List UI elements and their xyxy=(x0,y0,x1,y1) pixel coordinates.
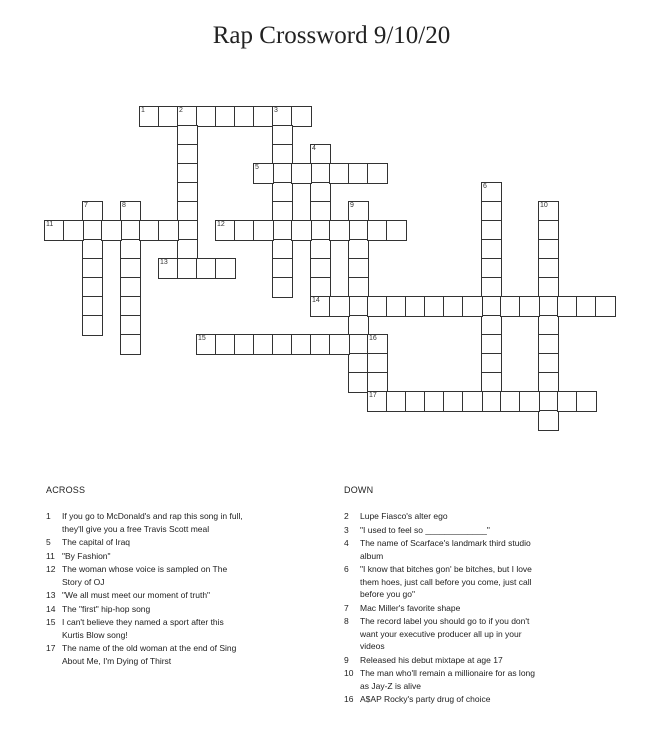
grid-cell[interactable] xyxy=(348,201,369,222)
clue-text: "I used to feel so _____________" xyxy=(360,524,490,535)
across-clue xyxy=(46,510,246,535)
grid-cell[interactable] xyxy=(329,163,350,184)
clue-text: I can't believe they named a sport after this Kurtis Blow song! xyxy=(62,617,224,640)
grid-cell[interactable] xyxy=(196,106,217,127)
grid-cell[interactable] xyxy=(291,334,312,355)
grid-cell[interactable] xyxy=(462,296,483,317)
grid-cell[interactable] xyxy=(424,391,445,412)
grid-cell[interactable] xyxy=(82,296,103,317)
grid-cell[interactable] xyxy=(329,296,350,317)
grid-cell[interactable] xyxy=(481,334,502,355)
clue-number: 15 xyxy=(46,617,56,627)
down-clue xyxy=(344,563,544,601)
grid-cell[interactable] xyxy=(139,220,160,241)
down-clue xyxy=(344,524,544,537)
grid-cell[interactable] xyxy=(82,258,103,279)
grid-cell[interactable] xyxy=(177,182,198,203)
clue-number: 16 xyxy=(344,694,354,704)
grid-cell[interactable] xyxy=(120,239,141,260)
grid-cell[interactable] xyxy=(481,201,502,222)
grid-cell[interactable] xyxy=(101,220,122,241)
grid-cell[interactable] xyxy=(272,163,293,184)
grid-cell[interactable] xyxy=(538,296,559,317)
grid-cell[interactable] xyxy=(576,296,597,317)
grid-cell[interactable] xyxy=(310,239,331,260)
grid-cell[interactable] xyxy=(310,144,331,165)
grid-cell[interactable] xyxy=(538,334,559,355)
clue-text: "By Fashion" xyxy=(62,550,111,561)
grid-cell[interactable] xyxy=(462,391,483,412)
clue-text: The record label you should go to if you don't want your executive producer all up in your videos xyxy=(360,616,530,651)
down-clue xyxy=(344,510,544,523)
down-clue xyxy=(344,615,544,653)
cell-number: 11 xyxy=(46,221,54,228)
cell-number: 17 xyxy=(369,392,377,399)
cell-number: 8 xyxy=(122,202,126,209)
grid-cell[interactable] xyxy=(367,296,388,317)
grid-cell[interactable] xyxy=(272,106,293,127)
grid-cell[interactable] xyxy=(367,220,388,241)
grid-cell[interactable] xyxy=(500,296,521,317)
clue-number: 1 xyxy=(46,511,51,521)
clue-text: Released his debut mixtape at age 17 xyxy=(360,654,503,665)
grid-cell[interactable] xyxy=(538,315,559,336)
across-clue xyxy=(46,536,246,549)
down-clue xyxy=(344,654,544,667)
grid-cell[interactable] xyxy=(557,391,578,412)
grid-cell[interactable] xyxy=(272,239,293,260)
grid-cell[interactable] xyxy=(348,372,369,393)
grid-cell[interactable] xyxy=(367,334,388,355)
clue-number: 11 xyxy=(46,550,55,561)
down-clue xyxy=(344,667,544,692)
grid-cell[interactable] xyxy=(348,239,369,260)
grid-cell[interactable] xyxy=(538,277,559,298)
across-clue xyxy=(46,616,246,641)
grid-cell[interactable] xyxy=(519,296,540,317)
clue-text: The name of Scarface's landmark third studio album xyxy=(360,538,531,561)
grid-cell[interactable] xyxy=(63,220,84,241)
grid-cell[interactable] xyxy=(481,391,502,412)
grid-cell[interactable] xyxy=(196,258,217,279)
clue-number: 9 xyxy=(344,654,349,665)
grid-cell[interactable] xyxy=(139,106,160,127)
grid-cell[interactable] xyxy=(538,410,559,431)
grid-cell[interactable] xyxy=(481,353,502,374)
grid-cell[interactable] xyxy=(177,106,198,127)
grid-cell[interactable] xyxy=(82,277,103,298)
clue-number: 7 xyxy=(344,602,349,613)
clue-number: 2 xyxy=(344,511,349,521)
grid-cell[interactable] xyxy=(538,353,559,374)
grid-cell[interactable] xyxy=(443,296,464,317)
grid-cell[interactable] xyxy=(272,277,293,298)
grid-cell[interactable] xyxy=(348,163,369,184)
clue-text: The name of the old woman at the end of Sing About Me, I'm Dying of Thirst xyxy=(62,643,237,666)
grid-cell[interactable] xyxy=(348,220,369,241)
clue-number: 14 xyxy=(46,603,56,614)
across-clue xyxy=(46,550,246,563)
grid-cell[interactable] xyxy=(310,258,331,279)
grid-cell[interactable] xyxy=(538,220,559,241)
clue-number: 4 xyxy=(344,538,349,548)
cell-number: 3 xyxy=(274,107,278,114)
cell-number: 10 xyxy=(540,202,548,209)
grid-cell[interactable] xyxy=(557,296,578,317)
grid-cell[interactable] xyxy=(177,239,198,260)
grid-cell[interactable] xyxy=(253,163,274,184)
clue-number: 5 xyxy=(46,537,51,547)
grid-cell[interactable] xyxy=(177,220,198,241)
grid-cell[interactable] xyxy=(310,201,331,222)
grid-cell[interactable] xyxy=(215,334,236,355)
grid-cell[interactable] xyxy=(215,106,236,127)
clue-number: 6 xyxy=(344,564,349,574)
grid-cell[interactable] xyxy=(291,163,312,184)
grid-cell[interactable] xyxy=(158,106,179,127)
grid-cell[interactable] xyxy=(329,334,350,355)
grid-cell[interactable] xyxy=(120,315,141,336)
grid-cell[interactable] xyxy=(44,220,65,241)
clue-text: "We all must meet our moment of truth" xyxy=(62,590,211,600)
grid-cell[interactable] xyxy=(120,258,141,279)
clue-number: 13 xyxy=(46,590,56,600)
cell-number: 2 xyxy=(179,107,183,114)
grid-cell[interactable] xyxy=(538,258,559,279)
grid-cell[interactable] xyxy=(576,391,597,412)
cell-number: 15 xyxy=(198,335,206,342)
grid-cell[interactable] xyxy=(158,220,179,241)
across-clues-list xyxy=(46,510,246,668)
grid-cell[interactable] xyxy=(386,391,407,412)
across-heading: ACROSS xyxy=(46,485,86,495)
grid-cell[interactable] xyxy=(215,220,236,241)
grid-cell[interactable] xyxy=(234,334,255,355)
grid-cell[interactable] xyxy=(405,296,426,317)
clue-text: The "first" hip-hop song xyxy=(62,603,151,614)
grid-cell[interactable] xyxy=(120,334,141,355)
grid-cell[interactable] xyxy=(177,258,198,279)
grid-cell[interactable] xyxy=(500,391,521,412)
grid-cell[interactable] xyxy=(348,258,369,279)
grid-cell[interactable] xyxy=(82,315,103,336)
cell-number: 16 xyxy=(369,335,377,342)
grid-cell[interactable] xyxy=(253,106,274,127)
cell-number: 5 xyxy=(255,164,259,171)
clue-number: 12 xyxy=(46,564,56,574)
grid-cell[interactable] xyxy=(481,296,502,317)
clue-number: 8 xyxy=(344,616,349,626)
clue-text: The man who'll remain a millionaire for as long as Jay-Z is alive xyxy=(360,668,536,691)
grid-cell[interactable] xyxy=(481,220,502,241)
grid-cell[interactable] xyxy=(177,201,198,222)
across-clue xyxy=(46,603,246,616)
clue-text: "I know that bitches gon' be bitches, but I love them hoes, just call before you come, just call before you go" xyxy=(360,564,532,599)
down-clue xyxy=(344,537,544,562)
grid-cell[interactable] xyxy=(120,201,141,222)
grid-cell[interactable] xyxy=(538,201,559,222)
grid-cell[interactable] xyxy=(215,258,236,279)
cell-number: 13 xyxy=(160,259,168,266)
grid-cell[interactable] xyxy=(291,220,312,241)
puzzle-title: Rap Crossword 9/10/20 xyxy=(212,22,451,49)
clue-number: 3 xyxy=(344,524,349,535)
grid-cell[interactable] xyxy=(158,258,179,279)
grid-cell[interactable] xyxy=(424,296,445,317)
grid-cell[interactable] xyxy=(310,296,331,317)
grid-cell[interactable] xyxy=(120,220,141,241)
grid-cell[interactable] xyxy=(367,372,388,393)
grid-cell[interactable] xyxy=(272,201,293,222)
across-clue xyxy=(46,642,246,667)
grid-cell[interactable] xyxy=(82,220,103,241)
grid-cell[interactable] xyxy=(291,106,312,127)
grid-cell[interactable] xyxy=(310,182,331,203)
cell-number: 9 xyxy=(350,202,354,209)
grid-cell[interactable] xyxy=(234,220,255,241)
grid-cell[interactable] xyxy=(481,239,502,260)
grid-cell[interactable] xyxy=(348,353,369,374)
grid-cell[interactable] xyxy=(538,239,559,260)
grid-cell[interactable] xyxy=(310,220,331,241)
grid-cell[interactable] xyxy=(82,239,103,260)
grid-cell[interactable] xyxy=(329,220,350,241)
grid-cell[interactable] xyxy=(538,391,559,412)
grid-cell[interactable] xyxy=(481,182,502,203)
cell-number: 14 xyxy=(312,297,320,304)
grid-cell[interactable] xyxy=(367,391,388,412)
grid-cell[interactable] xyxy=(272,258,293,279)
grid-cell[interactable] xyxy=(234,106,255,127)
clue-text: The woman whose voice is sampled on The Story of OJ xyxy=(62,564,228,587)
grid-cell[interactable] xyxy=(310,163,331,184)
grid-cell[interactable] xyxy=(253,334,274,355)
grid-cell[interactable] xyxy=(272,144,293,165)
grid-cell[interactable] xyxy=(272,220,293,241)
grid-cell[interactable] xyxy=(120,277,141,298)
grid-cell[interactable] xyxy=(481,277,502,298)
grid-cell[interactable] xyxy=(348,315,369,336)
cell-number: 7 xyxy=(84,202,88,209)
clue-text: The capital of Iraq xyxy=(62,537,131,547)
across-clue xyxy=(46,589,246,602)
grid-cell[interactable] xyxy=(177,125,198,146)
down-heading: DOWN xyxy=(344,485,374,495)
grid-cell[interactable] xyxy=(253,220,274,241)
clue-number: 10 xyxy=(344,668,354,678)
grid-cell[interactable] xyxy=(196,334,217,355)
grid-cell[interactable] xyxy=(272,182,293,203)
grid-cell[interactable] xyxy=(538,372,559,393)
grid-cell[interactable] xyxy=(272,125,293,146)
grid-cell[interactable] xyxy=(82,201,103,222)
grid-cell[interactable] xyxy=(481,315,502,336)
grid-cell[interactable] xyxy=(443,391,464,412)
grid-cell[interactable] xyxy=(367,163,388,184)
clue-text: Mac Miller's favorite shape xyxy=(360,602,461,613)
grid-cell[interactable] xyxy=(481,372,502,393)
cell-number: 1 xyxy=(141,107,145,114)
down-clue xyxy=(344,693,544,706)
grid-cell[interactable] xyxy=(177,163,198,184)
grid-cell[interactable] xyxy=(272,334,293,355)
grid-cell[interactable] xyxy=(348,296,369,317)
down-clues-list xyxy=(344,510,544,707)
grid-cell[interactable] xyxy=(310,277,331,298)
grid-cell[interactable] xyxy=(519,391,540,412)
down-clue xyxy=(344,602,544,615)
grid-cell[interactable] xyxy=(177,144,198,165)
grid-cell[interactable] xyxy=(481,258,502,279)
clue-text: Lupe Fiasco's alter ego xyxy=(360,511,448,521)
grid-cell[interactable] xyxy=(405,391,426,412)
grid-cell[interactable] xyxy=(310,334,331,355)
grid-cell[interactable] xyxy=(386,220,407,241)
grid-cell[interactable] xyxy=(348,277,369,298)
grid-cell[interactable] xyxy=(367,353,388,374)
grid-cell[interactable] xyxy=(348,334,369,355)
cell-number: 4 xyxy=(312,145,316,152)
grid-cell[interactable] xyxy=(595,296,616,317)
grid-cell[interactable] xyxy=(386,296,407,317)
across-clue xyxy=(46,563,246,588)
cell-number: 12 xyxy=(217,221,225,228)
grid-cell[interactable] xyxy=(120,296,141,317)
clue-number: 17 xyxy=(46,643,56,653)
cell-number: 6 xyxy=(483,183,487,190)
clue-text: If you go to McDonald's and rap this song in full, they'll give you a free Travis Scott meal xyxy=(62,511,243,534)
clue-text: A$AP Rocky's party drug of choice xyxy=(360,694,491,704)
